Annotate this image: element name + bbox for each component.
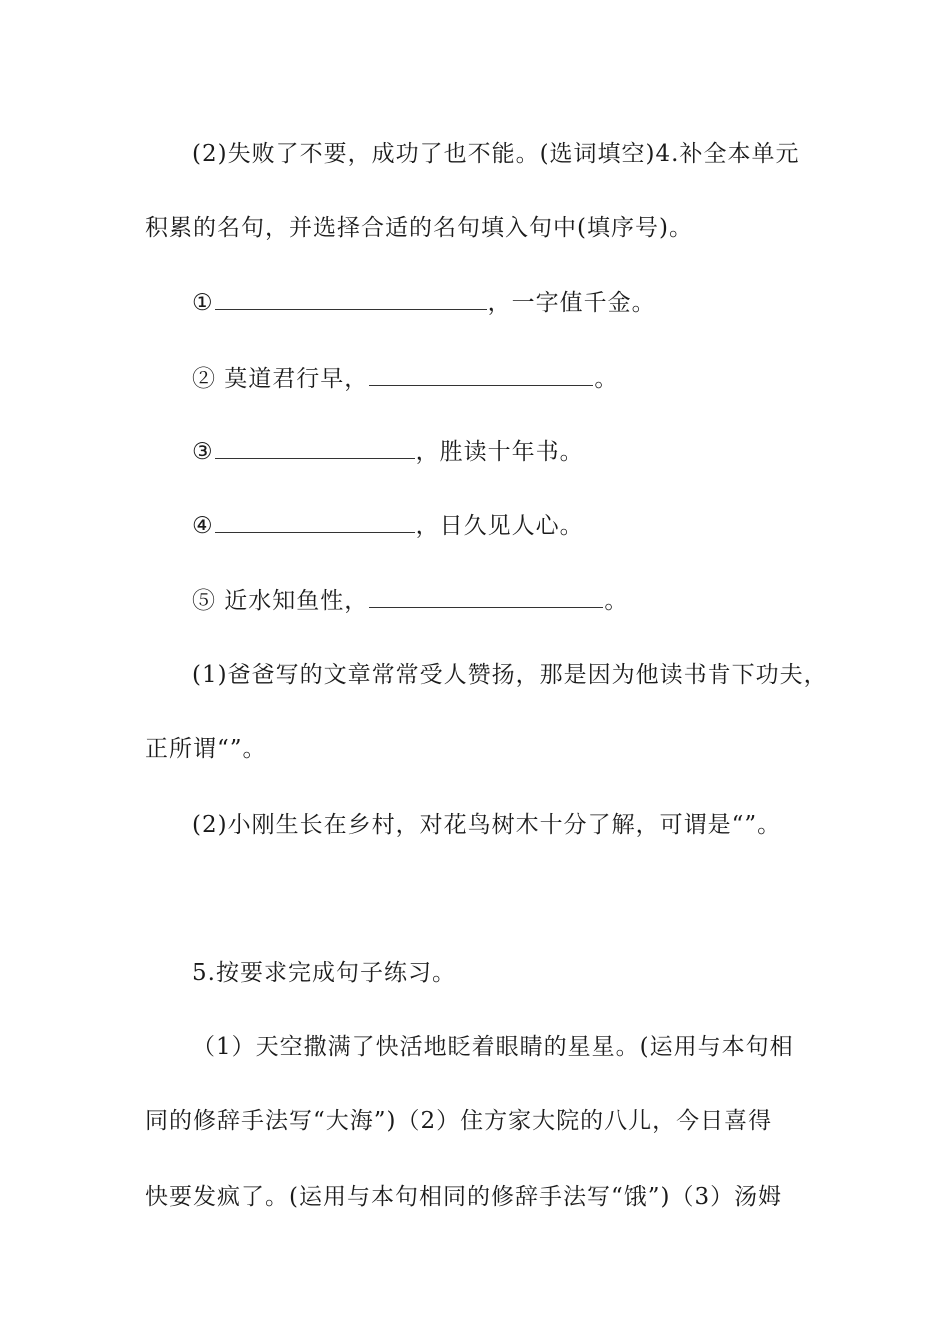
item-text: ，一字值千金。: [487, 290, 656, 316]
text-line-8: (1)爸爸写的文章常常受人赞扬，那是因为他读书肯下功夫，: [192, 662, 828, 688]
item-number: ③: [192, 439, 214, 465]
item-text-end: 。: [594, 366, 619, 392]
fill-in-item-2: [192, 363, 618, 393]
text-line-2: 积累的名句，并选择合适的名句填入句中(填序号)。: [145, 215, 693, 241]
fill-in-item-1: [192, 287, 656, 317]
answer-blank[interactable]: [369, 363, 593, 386]
answer-blank[interactable]: [215, 287, 487, 310]
item-text: ② 莫道君行早，: [192, 366, 369, 392]
answer-blank[interactable]: [215, 510, 415, 533]
text-line-10: (2)小刚生长在乡村，对花鸟树木十分了解，可谓是“”。: [192, 812, 782, 838]
text-line-14: 快要发疯了。(运用与本句相同的修辞手法写“饿”)（3）汤姆: [145, 1184, 783, 1210]
answer-blank[interactable]: [369, 585, 603, 608]
text-line-13: 同的修辞手法写“大海”)（2）住方家大院的八儿，今日喜得: [145, 1108, 773, 1134]
fill-in-item-3: [192, 436, 584, 466]
item-text-end: 。: [604, 588, 629, 614]
item-text: ，日久见人心。: [415, 513, 584, 539]
text-line-1: (2)失败了不要，成功了也不能。(选词填空)4.补全本单元: [192, 141, 800, 167]
answer-blank[interactable]: [215, 436, 415, 459]
text-line-12: （1）天空撒满了快活地眨着眼睛的星星。(运用与本句相: [192, 1034, 794, 1060]
section-heading-5: 5.按要求完成句子练习。: [192, 960, 456, 986]
item-text: ，胜读十年书。: [415, 439, 584, 465]
item-text: ⑤ 近水知鱼性，: [192, 588, 369, 614]
fill-in-item-5: [192, 585, 628, 615]
item-number: ①: [192, 290, 214, 316]
fill-in-item-4: [192, 510, 584, 540]
text-line-9: 正所谓“”。: [145, 736, 267, 762]
item-number: ④: [192, 513, 214, 539]
